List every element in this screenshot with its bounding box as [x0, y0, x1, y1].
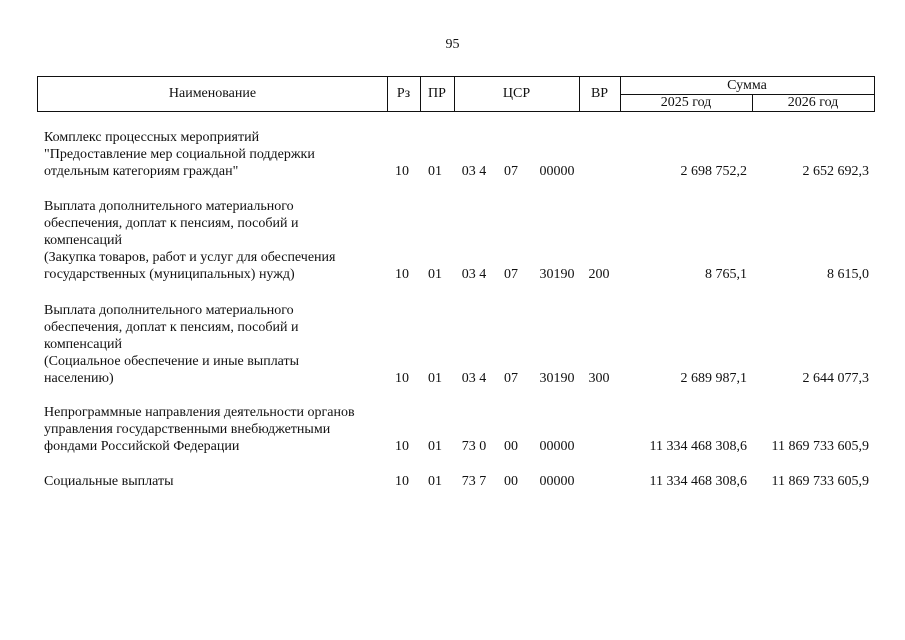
- row-name-line: Выплата дополнительного материального: [44, 199, 294, 214]
- row-csr-program: 03 4: [461, 371, 487, 386]
- row-name-line: Комплекс процессных мероприятий: [44, 130, 260, 145]
- header-pr: ПР: [428, 86, 446, 101]
- row-rz: 10: [395, 164, 409, 179]
- row-rz: 10: [395, 439, 409, 454]
- table-row: [0, 198, 905, 283]
- table-row: [0, 302, 905, 387]
- row-sum-2025: 11 334 468 308,6: [649, 474, 747, 489]
- row-csr-subprogram: 07: [504, 371, 518, 386]
- row-csr-program: 73 7: [461, 474, 487, 489]
- row-name-line: управления государственными внебюджетными: [44, 422, 331, 437]
- row-pr: 01: [428, 474, 442, 489]
- row-csr-program: 73 0: [461, 439, 487, 454]
- header-vr: ВР: [590, 86, 609, 101]
- row-name-line: (Закупка товаров, работ и услуг для обеспечения: [44, 250, 336, 265]
- table-row: [0, 404, 905, 455]
- row-name: [44, 198, 389, 283]
- row-name-line: компенсаций: [44, 233, 122, 248]
- row-rz: 10: [395, 371, 409, 386]
- row-pr: 01: [428, 371, 442, 386]
- header-rz: Рз: [396, 86, 411, 101]
- row-csr-direction: 00000: [539, 474, 575, 489]
- row-sum-2026: 11 869 733 605,9: [771, 474, 869, 489]
- row-name: [44, 129, 389, 180]
- row-csr-subprogram: 07: [504, 164, 518, 179]
- page-number: 95: [445, 37, 460, 52]
- row-pr: 01: [428, 267, 442, 282]
- row-name-line: обеспечения, доплат к пенсиям, пособий и: [44, 320, 299, 335]
- row-vr: 200: [588, 267, 610, 282]
- header-csr: ЦСР: [502, 86, 531, 101]
- row-name: [44, 473, 389, 490]
- row-name-line: Выплата дополнительного материального: [44, 303, 294, 318]
- row-sum-2026: 8 615,0: [827, 267, 869, 282]
- row-name-line: населению): [44, 371, 114, 386]
- row-name-line: (Социальное обеспечение и иные выплаты: [44, 354, 300, 369]
- row-sum-2025: 11 334 468 308,6: [649, 439, 747, 454]
- row-name-line: "Предоставление мер социальной поддержки: [44, 147, 315, 162]
- row-sum-2026: 11 869 733 605,9: [771, 439, 869, 454]
- row-name: [44, 404, 389, 455]
- row-name-line: компенсаций: [44, 337, 122, 352]
- row-sum-2026: 2 644 077,3: [802, 371, 869, 386]
- row-rz: 10: [395, 267, 409, 282]
- table-header: [37, 76, 875, 112]
- row-csr-program: 03 4: [461, 267, 487, 282]
- row-name-line: Непрограммные направления деятельности органов: [44, 405, 355, 420]
- row-name: [44, 302, 389, 387]
- row-csr-subprogram: 00: [504, 439, 518, 454]
- row-sum-2025: 8 765,1: [705, 267, 747, 282]
- row-vr: 300: [588, 371, 610, 386]
- row-pr: 01: [428, 164, 442, 179]
- row-csr-direction: 30190: [539, 267, 575, 282]
- row-csr-direction: 30190: [539, 371, 575, 386]
- table-row: [0, 129, 905, 180]
- row-sum-2025: 2 698 752,2: [680, 164, 747, 179]
- row-csr-direction: 00000: [539, 439, 575, 454]
- row-sum-2026: 2 652 692,3: [802, 164, 869, 179]
- header-sum: Сумма: [727, 77, 767, 93]
- row-name-line: фондами Российской Федерации: [44, 439, 240, 454]
- row-name-line: обеспечения, доплат к пенсиям, пособий и: [44, 216, 299, 231]
- row-sum-2025: 2 689 987,1: [680, 371, 747, 386]
- row-name-line: отдельным категориям граждан": [44, 164, 239, 179]
- row-pr: 01: [428, 439, 442, 454]
- row-name-line: Социальные выплаты: [44, 474, 174, 489]
- row-csr-program: 03 4: [461, 164, 487, 179]
- row-csr-subprogram: 07: [504, 267, 518, 282]
- table-row: [0, 473, 905, 490]
- row-rz: 10: [395, 474, 409, 489]
- row-csr-subprogram: 00: [504, 474, 518, 489]
- header-name: Наименование: [168, 86, 257, 101]
- header-year-2025: 2025 год: [660, 94, 712, 110]
- row-name-line: государственных (муниципальных) нужд): [44, 267, 295, 282]
- row-csr-direction: 00000: [539, 164, 575, 179]
- header-year-2026: 2026 год: [787, 94, 839, 110]
